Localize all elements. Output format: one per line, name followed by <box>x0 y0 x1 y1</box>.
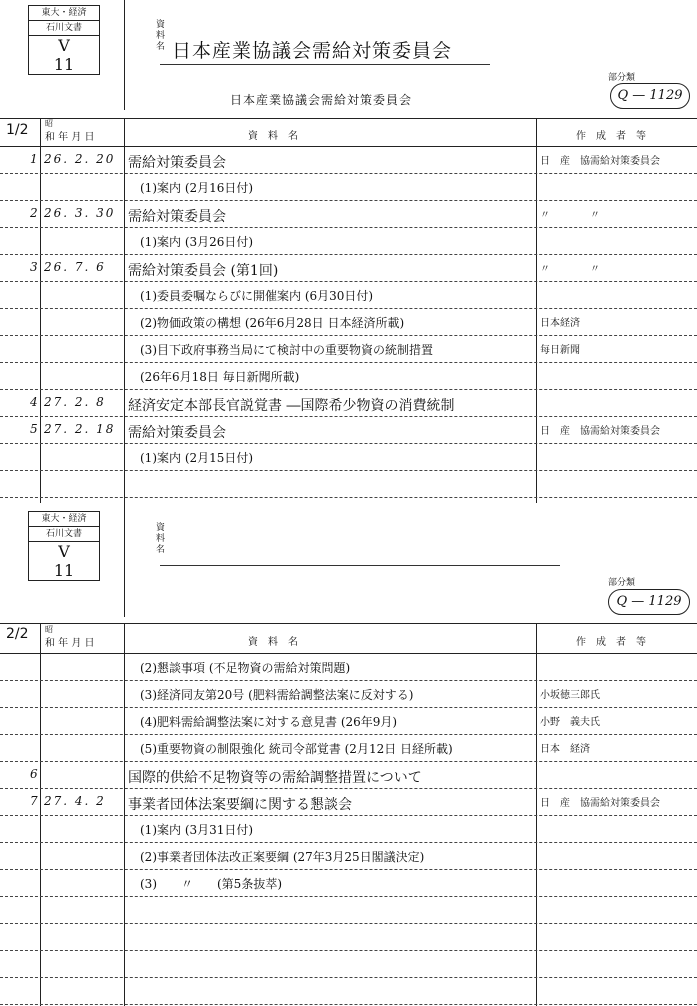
entry-author: 小野 義夫氏 <box>540 717 600 728</box>
row-rule <box>0 389 697 390</box>
entry-title: 経済安定本部長官説覚書 ―国際希少物資の消費統制 <box>128 398 455 414</box>
row-rule <box>0 173 697 174</box>
entry-date: 26. 2. 20 <box>44 152 116 166</box>
row-rule <box>0 362 697 363</box>
stamp-line-1: 東大・経済 <box>29 6 99 21</box>
stamp-number: 11 <box>53 55 75 74</box>
entry-number: 2 <box>30 206 38 220</box>
entry-number: 5 <box>30 422 38 436</box>
row-rule <box>0 416 697 417</box>
entry-author: 日 産 協需給対策委員会 <box>540 426 660 437</box>
entry-author: 日 産 協需給対策委員会 <box>540 798 660 809</box>
entry-title: 需給対策委員会 (第1回) <box>128 263 279 279</box>
row-rule <box>0 227 697 228</box>
entry-author: 日本 経済 <box>540 744 590 755</box>
stamp2-roman: V <box>58 542 70 561</box>
page-mark: 1/2 <box>6 122 29 138</box>
author-header: 作 成 者 等 <box>576 131 646 142</box>
date-header: 和 年 月 日 <box>45 132 95 143</box>
entry-title: 需給対策委員会 <box>128 425 226 441</box>
stamp2-volume <box>29 542 99 580</box>
row-rule <box>0 842 697 843</box>
entry-date: 26. 7. 6 <box>44 260 106 274</box>
row-rule <box>0 680 697 681</box>
row-rule <box>0 470 697 471</box>
entry-date: 27. 2. 8 <box>44 395 106 409</box>
entry-number: 6 <box>30 767 38 781</box>
stamp-line-2: 石川文書 <box>29 21 99 36</box>
materials-header-2: 資 料 名 <box>248 637 298 648</box>
entry-date: 27. 4. 2 <box>44 794 106 808</box>
date-header-2: 和 年 月 日 <box>45 638 95 649</box>
class-label-2: 部分類 <box>608 578 636 588</box>
entry-title: (1)案内 (2月15日付) <box>140 451 254 465</box>
entry-author: 〃 〃 <box>540 210 600 221</box>
entry-number: 1 <box>30 152 38 166</box>
row-rule <box>0 335 697 336</box>
row-rule <box>0 497 697 498</box>
entry-number: 3 <box>30 260 38 274</box>
row-rule <box>0 923 697 924</box>
stamp-roman: V <box>58 36 70 55</box>
entry-title: (1)案内 (3月31日付) <box>140 823 254 837</box>
row-rule <box>0 200 697 201</box>
entry-author: 日本経済 <box>540 318 580 329</box>
stamp2-number: 11 <box>53 561 75 580</box>
entry-title: (3)経済同友第20号 (肥料需給調整法案に反対する) <box>140 688 414 702</box>
entry-date: 27. 2. 18 <box>44 422 116 436</box>
entry-number: 7 <box>30 794 38 808</box>
author-header-2: 作 成 者 等 <box>576 637 646 648</box>
row-rule <box>0 1004 697 1005</box>
row-rule <box>0 950 697 951</box>
entry-title: (3)目下政府事務当局にて検討中の重要物資の統制措置 <box>140 343 434 357</box>
entry-author: 小坂徳三郎氏 <box>540 690 600 701</box>
entry-author: 日 産 協需給対策委員会 <box>540 156 660 167</box>
entry-author: 每日新聞 <box>540 345 580 356</box>
entry-title: (3) 〃 (第5条抜萃) <box>140 877 282 891</box>
row-rule <box>0 734 697 735</box>
entry-number: 4 <box>30 395 38 409</box>
class-label: 部分類 <box>608 73 636 83</box>
stamp2-line-2: 石川文書 <box>29 527 99 542</box>
row-rule <box>0 254 697 255</box>
row-rule <box>0 707 697 708</box>
entry-title: (5)重要物資の制限強化 統司令部覚書 (2月12日 日経所載) <box>140 742 453 756</box>
document-subtitle: 日本産業協議会需給対策委員会 <box>230 93 413 107</box>
entry-title: 国際的供給不足物資等の需給調整措置について <box>128 770 422 786</box>
entry-title: (2)物価政策の構想 (26年6月28日 日本経済所載) <box>140 316 405 330</box>
index-sheet-2 <box>0 503 697 1006</box>
document-title: 日本産業協議会需給対策委員会 <box>172 40 453 62</box>
materials-header: 資 料 名 <box>248 131 298 142</box>
stamp-volume <box>29 36 99 74</box>
entry-title: (1)委員委嘱ならびに開催案内 (6月30日付) <box>140 289 374 303</box>
entry-title: (1)案内 (3月26日付) <box>140 235 254 249</box>
row-rule <box>0 977 697 978</box>
row-rule <box>0 761 697 762</box>
entry-title: (4)肥料需給調整法案に対する意見書 (26年9月) <box>140 715 398 729</box>
archive-stamp <box>28 5 100 75</box>
era-header: 昭 <box>45 119 53 128</box>
row-rule <box>0 308 697 309</box>
page-mark-2: 2/2 <box>6 626 29 642</box>
row-rule <box>0 815 697 816</box>
row-rule <box>0 869 697 870</box>
classification-code-2: Q — 1129 <box>608 589 690 615</box>
entry-title: (2)事業者団体法改正案要綱 (27年3月25日閣議決定) <box>140 850 425 864</box>
doc-label: 資料名 <box>156 20 166 52</box>
entry-date: 26. 3. 30 <box>44 206 116 220</box>
entry-title: 需給対策委員会 <box>128 155 226 171</box>
entry-title: (26年6月18日 毎日新聞所載) <box>140 370 300 384</box>
entry-title: (2)懇談事項 (不足物資の需給対策問題) <box>140 661 351 675</box>
row-rule <box>0 896 697 897</box>
entry-author: 〃 〃 <box>540 264 600 275</box>
row-rule <box>0 788 697 789</box>
stamp2-line-1: 東大・経済 <box>29 512 99 527</box>
row-rule <box>0 281 697 282</box>
row-rule <box>0 443 697 444</box>
entry-title: 需給対策委員会 <box>128 209 226 225</box>
entry-title: 事業者団体法案要綱に関する懇談会 <box>128 797 352 813</box>
classification-code: Q — 1129 <box>610 83 690 109</box>
archive-stamp-2 <box>28 511 100 581</box>
era-header-2: 昭 <box>45 625 53 634</box>
doc-label-2: 資料名 <box>156 523 166 555</box>
entry-title: (1)案内 (2月16日付) <box>140 181 254 195</box>
